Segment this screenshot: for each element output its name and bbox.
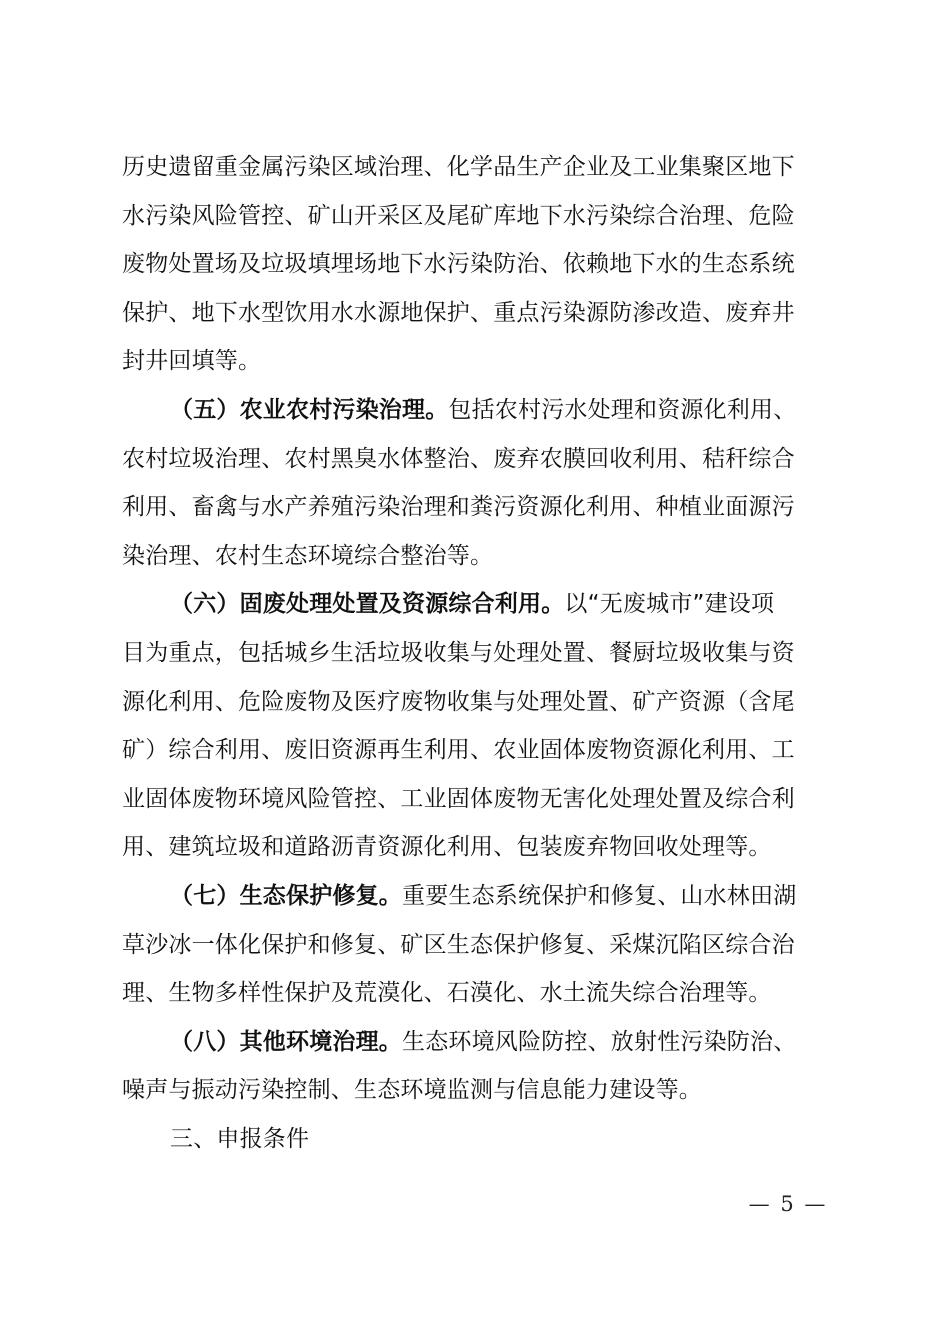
text-line: 理、生物多样性保护及荒漠化、石漠化、水土流失综合治理等。 [122,980,772,1007]
text-line: 业固体废物环境风险管控、工业固体废物无害化处理处置及综合利 [122,785,795,812]
paragraph-text: 重要生态系统保护和修复、山水林田湖 [402,882,797,909]
text-line: 源化利用、危险废物及医疗废物收集与处理处置、矿产资源（含尾 [122,688,795,715]
text-line: 封井回填等。 [122,348,262,375]
paragraph-heading: （八）其他环境治理。 [170,1028,402,1055]
text-line [122,1018,830,1067]
section-title: 三、申报条件 [170,1125,310,1152]
text-line: 用、建筑垃圾和道路沥青资源化利用、包装废弃物回收处理等。 [122,834,772,861]
text-line: 保护、地下水型饮用水水源地保护、重点污染源防渗改造、废弃井 [122,299,795,326]
paragraph-heading: （七）生态保护修复。 [170,882,402,909]
paragraph-groundwater [122,143,830,386]
page-number: — 5 — [748,1192,828,1216]
text-line: 农村垃圾治理、农村黑臭水体整治、废弃农膜回收利用、秸秆综合 [122,445,795,472]
paragraph-heading: （五）农业农村污染治理。 [170,396,449,423]
text-line: 废物处置场及垃圾填埋场地下水污染防治、依赖地下水的生态系统 [122,251,795,278]
paragraph-ecology [122,872,830,1018]
text-line: 染治理、农村生态环境综合整治等。 [122,542,494,569]
paragraph-solid-waste [122,580,830,872]
text-line: 利用、畜禽与水产养殖污染治理和粪污资源化利用、种植业面源污 [122,494,795,521]
paragraph-text: 包括农村污水处理和资源化利用、 [448,396,797,423]
paragraph-agriculture [122,386,830,580]
text-line: 历史遗留重金属污染区域治理、化学品生产企业及工业集聚区地下 [122,154,795,180]
text-line: 目为重点，包括城乡生活垃圾收集与处理处置、餐厨垃圾收集与资 [122,639,795,666]
text-line [122,386,830,435]
document-body [122,143,830,1163]
text-line: 矿）综合利用、废旧资源再生利用、农业固体废物资源化利用、工 [122,737,795,764]
paragraph-text: 以“无废城市”建设项 [564,591,775,618]
text-line [122,580,830,629]
text-line: 水污染风险管控、矿山开采区及尾矿库地下水污染综合治理、危险 [122,202,795,229]
text-line: 草沙冰一体化保护和修复、矿区生态保护修复、采煤沉陷区综合治 [122,931,795,958]
text-line: 噪声与振动污染控制、生态环境监测与信息能力建设等。 [122,1077,702,1104]
text-line [122,872,830,921]
paragraph-heading: （六）固废处理处置及资源综合利用。 [170,591,565,618]
paragraph-text: 生态环境风险防控、放射性污染防治、 [402,1028,797,1055]
paragraph-other [122,1018,830,1115]
